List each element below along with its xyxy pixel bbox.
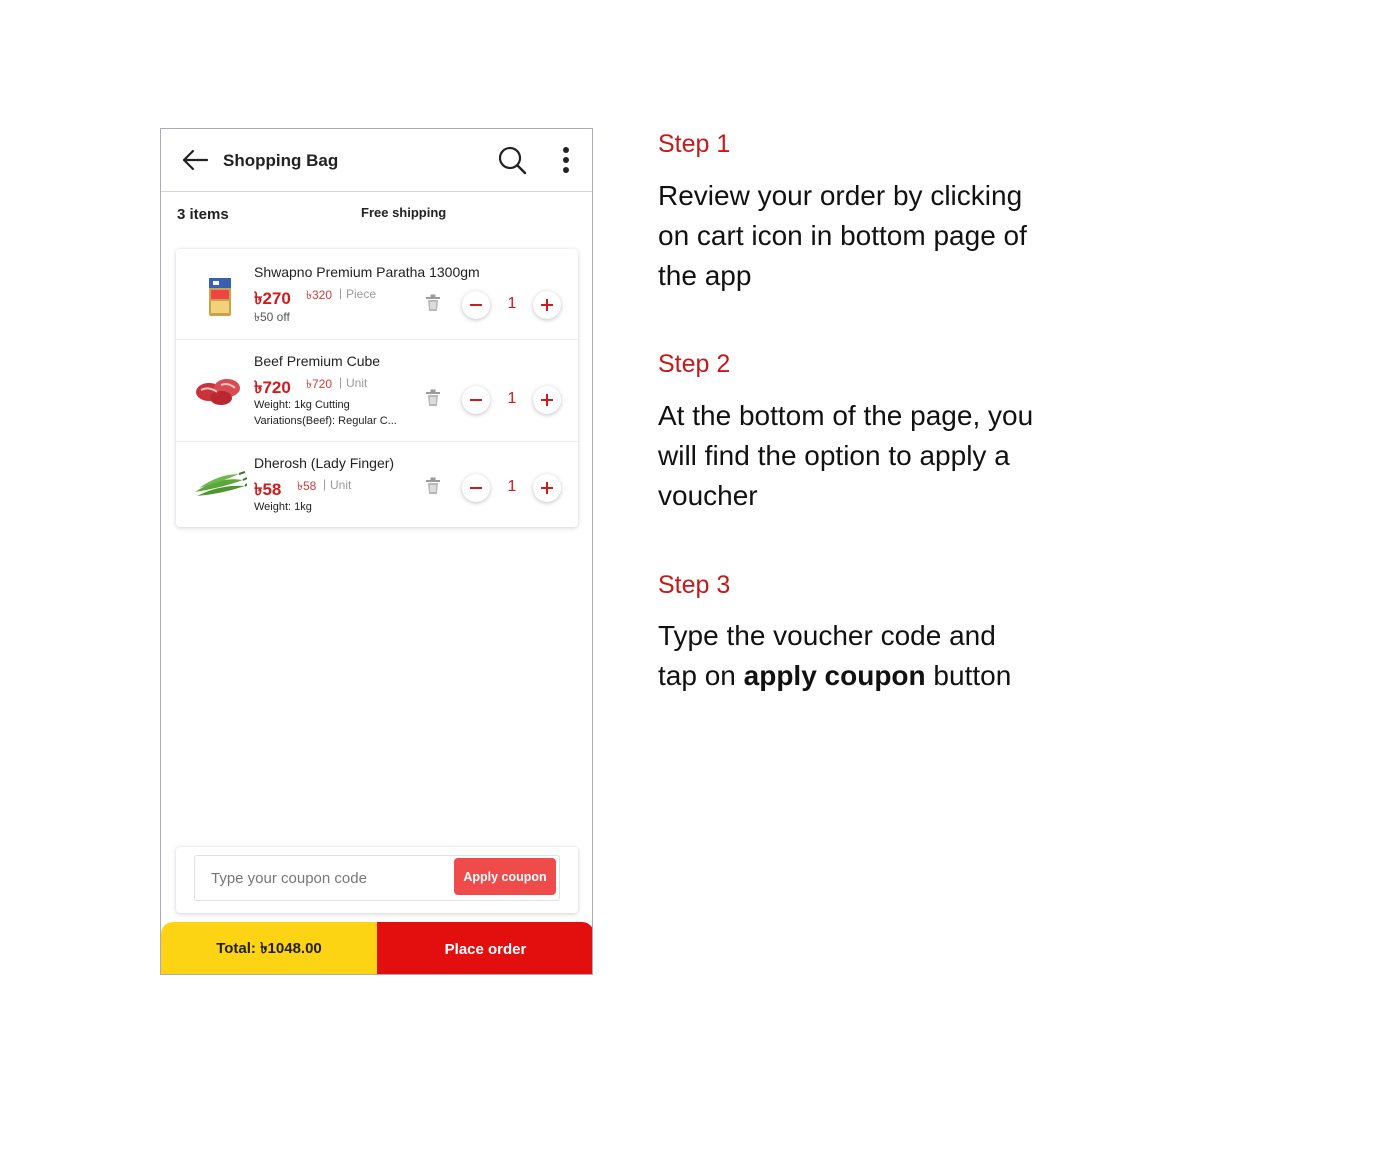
cart-item <box>176 340 578 441</box>
step-1-line: the app <box>658 260 752 291</box>
product-discount: ৳50 off <box>254 310 290 324</box>
product-variation: Variations(Beef): Regular C... <box>254 415 397 427</box>
more-vertical-icon[interactable] <box>556 145 576 175</box>
product-old-price: ৳58 <box>297 479 317 493</box>
okra-product-image[interactable] <box>191 462 247 508</box>
step-1-title: Step 1 <box>658 130 731 158</box>
product-price: ৳58 <box>254 480 282 499</box>
search-icon[interactable] <box>497 145 527 175</box>
app-bar <box>161 129 592 192</box>
step-3-title: Step 3 <box>658 571 731 599</box>
plus-icon <box>540 298 554 312</box>
increase-quantity-button[interactable] <box>533 474 561 502</box>
increase-quantity-button[interactable] <box>533 386 561 414</box>
free-shipping-label: Free shipping <box>361 205 447 220</box>
quantity-value: 1 <box>507 295 517 312</box>
price-separator: | <box>339 286 343 300</box>
product-weight: Weight: 1kg Cutting <box>254 399 350 411</box>
trash-icon[interactable] <box>425 389 441 407</box>
product-name: Dherosh (Lady Finger) <box>254 455 395 471</box>
decrease-quantity-button[interactable] <box>462 291 490 319</box>
product-price: ৳270 <box>254 289 291 308</box>
cart-item <box>176 442 578 527</box>
product-weight: Weight: 1kg <box>254 501 312 513</box>
step-2-line: will find the option to apply a <box>658 440 1010 471</box>
coupon-section <box>176 847 578 913</box>
product-name: Shwapno Premium Paratha 1300gm <box>254 264 480 280</box>
step-2-line: voucher <box>658 480 758 511</box>
product-unit: Unit <box>330 478 352 492</box>
step-3-text: tap on <box>658 660 744 691</box>
step-1-line: on cart icon in bottom page of <box>658 220 1027 251</box>
price-separator: | <box>339 375 343 389</box>
quantity-value: 1 <box>507 390 517 407</box>
plus-icon <box>540 481 554 495</box>
phone-screen <box>160 128 593 975</box>
step-3-text: button <box>925 660 1012 691</box>
step-3-line <box>658 656 1088 696</box>
product-old-price: ৳720 <box>306 377 332 391</box>
step-3-emphasis: apply coupon <box>743 660 926 691</box>
plus-icon <box>540 393 554 407</box>
cart-list <box>176 249 578 527</box>
product-unit: Unit <box>346 376 368 390</box>
product-unit: Piece <box>346 287 377 301</box>
price-separator: | <box>323 477 327 491</box>
beef-product-image[interactable] <box>191 368 247 414</box>
page-title: Shopping Bag <box>223 151 339 170</box>
step-1-description <box>658 176 1088 296</box>
product-name: Beef Premium Cube <box>254 353 381 369</box>
minus-icon <box>469 298 483 312</box>
minus-icon <box>469 393 483 407</box>
order-total: Total: ৳1048.00 <box>161 922 377 975</box>
back-arrow-icon[interactable] <box>181 148 209 172</box>
step-2-line: At the bottom of the page, you <box>658 400 1034 431</box>
place-order-button[interactable]: Place order <box>377 922 593 975</box>
decrease-quantity-button[interactable] <box>462 474 490 502</box>
paratha-product-image[interactable] <box>191 275 247 321</box>
items-count: 3 items <box>177 206 229 223</box>
minus-icon <box>469 481 483 495</box>
quantity-value: 1 <box>507 478 517 495</box>
step-3-description <box>658 616 1088 696</box>
decrease-quantity-button[interactable] <box>462 386 490 414</box>
product-old-price: ৳320 <box>306 288 332 302</box>
trash-icon[interactable] <box>425 477 441 495</box>
step-2-description <box>658 396 1088 516</box>
step-1-line: Review your order by clicking <box>658 180 1023 211</box>
step-2-title: Step 2 <box>658 350 731 378</box>
apply-coupon-button[interactable]: Apply coupon <box>454 858 556 895</box>
step-3-line: Type the voucher code and <box>658 620 996 651</box>
trash-icon[interactable] <box>425 294 441 312</box>
increase-quantity-button[interactable] <box>533 291 561 319</box>
product-price: ৳720 <box>254 378 291 397</box>
cart-item <box>176 249 578 339</box>
